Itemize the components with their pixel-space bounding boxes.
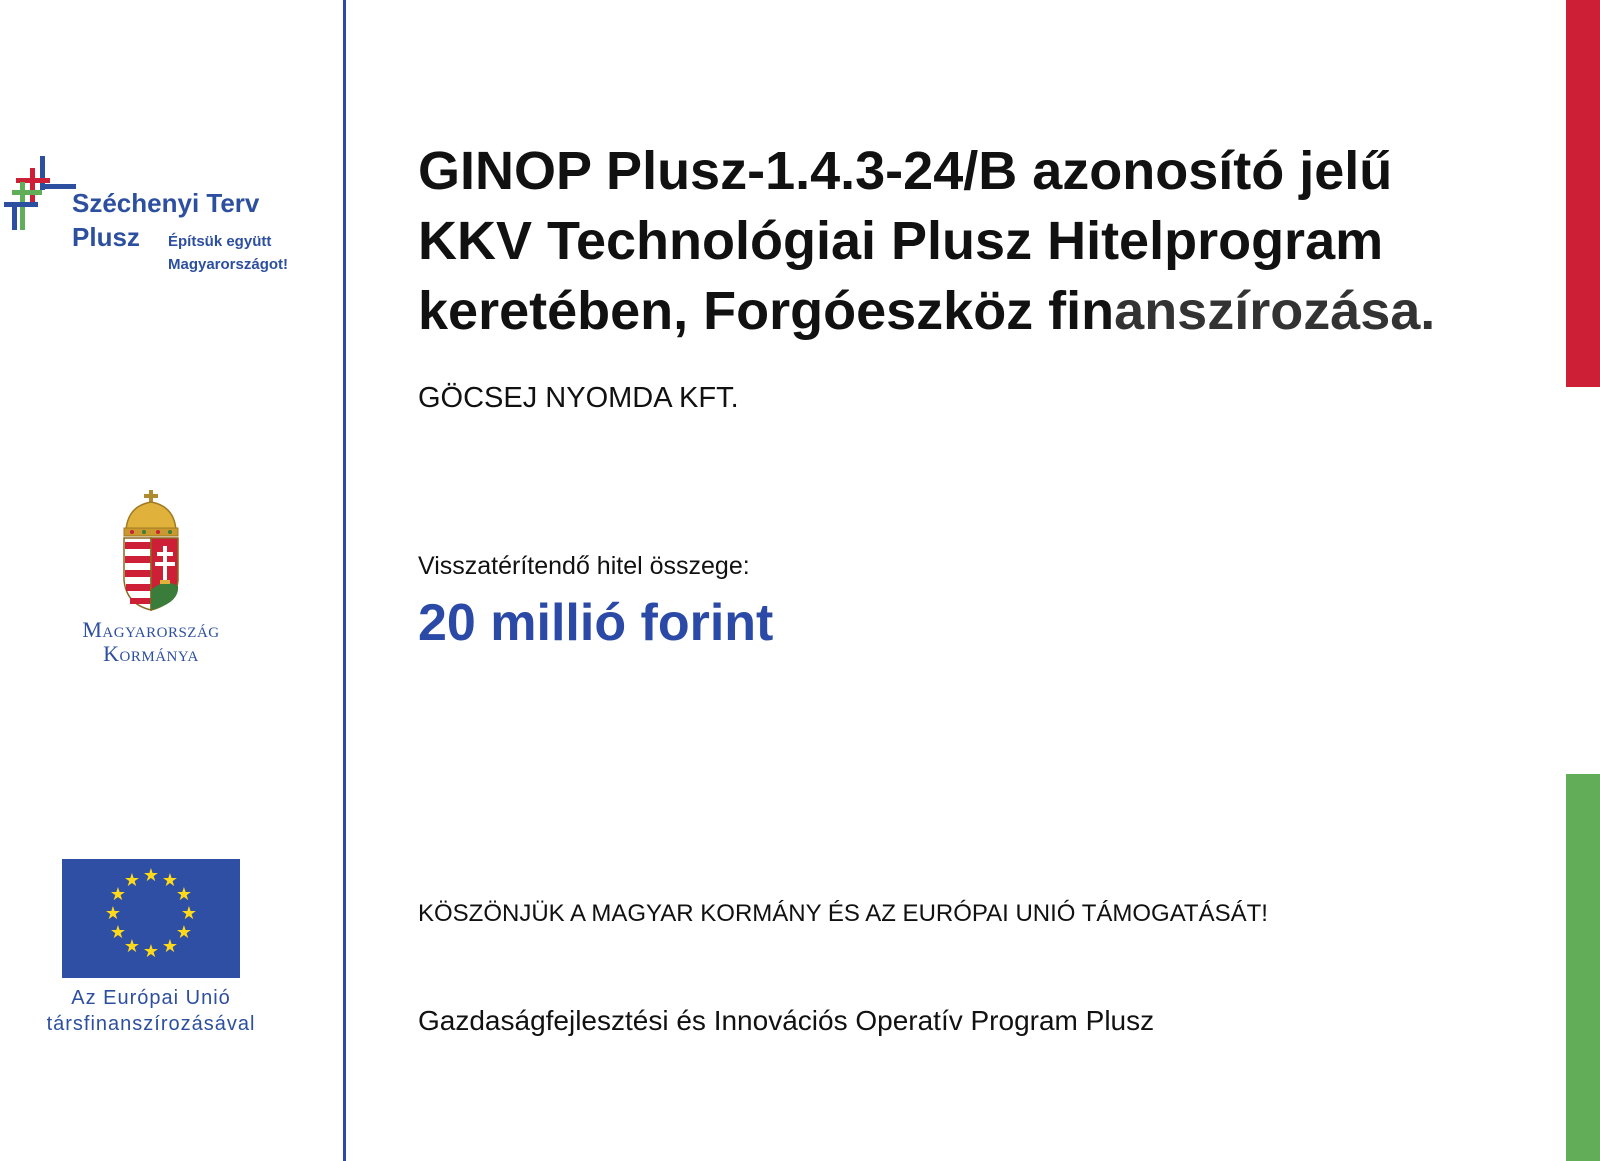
project-title-line-3 — [418, 276, 1558, 346]
szechenyi-tagline-1: Építsük együtt — [168, 233, 272, 250]
project-title — [418, 136, 1558, 346]
szechenyi-title: Széchenyi Terv — [72, 188, 260, 218]
svg-text:★: ★ — [104, 903, 122, 924]
eu-caption-1: Az Európai Unió — [71, 987, 231, 1009]
eu-logo — [20, 855, 320, 1055]
flag-stripe-red — [1566, 0, 1600, 387]
szechenyi-terv-logo — [0, 150, 320, 280]
flag-stripe-green — [1566, 774, 1600, 1161]
loan-amount: 20 millió forint — [418, 594, 774, 652]
vertical-divider — [343, 0, 346, 1161]
szechenyi-cross-icon — [0, 156, 80, 236]
main-content — [418, 0, 1558, 1161]
thanks-message: KÖSZÖNJÜK A MAGYAR KORMÁNY ÉS AZ EURÓPAI UNIÓ TÁMOGATÁSÁT! — [418, 900, 1268, 927]
svg-text:★: ★ — [109, 884, 127, 905]
szechenyi-plus: Plusz — [72, 222, 140, 252]
hungarian-coat-of-arms-icon — [118, 490, 184, 616]
government-logo — [40, 490, 320, 680]
svg-text:★: ★ — [180, 903, 198, 924]
project-title-line-2: KKV Technológiai Plusz Hitelprogram — [418, 211, 1384, 271]
program-name: Gazdaságfejlesztési és Innovációs Operatív Program Plusz — [418, 1005, 1155, 1036]
svg-text:★: ★ — [161, 870, 179, 891]
loan-amount-label: Visszatérítendő hitel összege: — [418, 552, 750, 580]
svg-text:★: ★ — [123, 870, 141, 891]
svg-text:★: ★ — [142, 941, 160, 962]
eu-stars-icon — [62, 859, 240, 978]
eu-caption-2: társfinanszírozásával — [46, 1013, 256, 1035]
company-name: GÖCSEJ NYOMDA KFT. — [418, 382, 739, 414]
svg-text:★: ★ — [123, 936, 141, 957]
project-title-line-3b: anszírozása. — [1114, 281, 1436, 341]
svg-text:★: ★ — [175, 922, 193, 943]
government-name — [40, 618, 262, 666]
svg-text:★: ★ — [175, 884, 193, 905]
svg-text:★: ★ — [109, 922, 127, 943]
logo-sidebar — [0, 0, 344, 1161]
government-name-line-1: Magyarország — [82, 617, 220, 642]
government-name-line-2: Kormánya — [103, 641, 199, 666]
project-title-line-3a: keretében, Forgóeszköz fin — [418, 281, 1115, 341]
szechenyi-tagline-2: Magyarországot! — [168, 256, 289, 273]
svg-text:★: ★ — [161, 936, 179, 957]
svg-text:★: ★ — [142, 865, 160, 886]
eu-flag-icon — [62, 859, 240, 978]
project-title-line-1: GINOP Plusz-1.4.3-24/B azonosító jelű — [418, 141, 1393, 201]
